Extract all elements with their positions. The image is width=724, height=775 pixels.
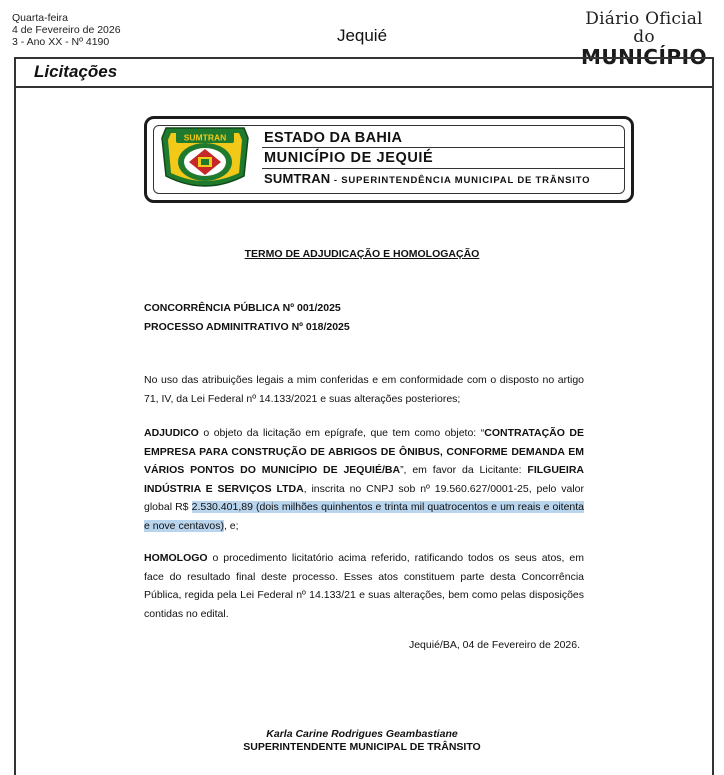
issue-date: 4 de Fevereiro de 2026	[12, 24, 121, 36]
contract-object: CONTRATAÇÃO DE EMPRESA PARA CONSTRUÇÃO DE ABRIGOS DE ÔNIBUS, CONFORME DEMANDA EM VÁRIOS PONTOS DO MUNICÍPIO DE JEQUIÉ/BA	[144, 427, 585, 476]
process-reference: PROCESSO ADMINITRATIVO Nº 018/2025	[144, 321, 350, 333]
gazette-logo-bottom: MUNICÍPIO	[580, 45, 708, 69]
winning-bidder: FILGUEIRA INDÚSTRIA E SERVIÇOS LTDA	[144, 464, 585, 495]
signer-role: SUPERINTENDENTE MUNICIPAL DE TRÂNSITO	[243, 741, 481, 753]
adjudication-text-1: o objeto da licitação em epígrafe, que tem como objeto: “	[198, 427, 485, 439]
homologation-paragraph	[144, 549, 584, 623]
org-divider-2	[262, 168, 624, 169]
adjudication-text-2: ”, em favor da Licitante:	[400, 464, 528, 476]
page-header	[0, 0, 724, 69]
org-state: ESTADO DA BAHIA	[264, 130, 403, 146]
homologation-text: o procedimento licitatório acima referido, ratificando todos os seus atos, em face do resultado final deste processo. Esses atos constituem parte desta Concorrência Pública, regida pela Lei Federal nº 14.133/21 e suas alterações, bem como pelas disposições contidas no edital.	[144, 552, 584, 620]
sumtran-badge-icon	[158, 122, 252, 196]
legal-basis-paragraph: No uso das atribuições legais a mim conferidas e em conformidade com o disposto no artigo 71, IV, da Lei Federal nº 14.133/2021 e suas alterações posteriores;	[144, 374, 584, 405]
org-divider-1	[262, 147, 624, 148]
section-divider	[14, 86, 714, 88]
adjudication-text-3: , inscrita no CNPJ sob nº 19.560.627/0001-25, pelo valor global R$	[144, 482, 584, 513]
org-agency	[264, 171, 590, 186]
badge-label: SUMTRAN	[183, 132, 227, 143]
org-agency-acronym: SUMTRAN	[264, 171, 331, 186]
issue-weekday: Quarta-feira	[12, 12, 69, 24]
homologo-keyword: HOMOLOGO	[144, 552, 208, 564]
document-title: TERMO DE ADJUDICAÇÃO E HOMOLOGAÇÃO	[244, 248, 480, 260]
highlighted-amount[interactable]: 2.530.401,89 (dois milhões quinhentos e trinta mil quatrocentos e um reais e oitenta e nove centavos)	[144, 501, 585, 532]
adjudication-text-4: , e;	[223, 519, 239, 532]
document-date: Jequié/BA, 04 de Fevereiro de 2026.	[408, 639, 580, 651]
tender-reference: CONCORRÊNCIA PÚBLICA Nº 001/2025	[144, 302, 341, 314]
gazette-logo-top: Diário Oficial do	[585, 9, 703, 47]
signer-name: Karla Carine Rodrigues Geambastiane	[266, 728, 458, 740]
section-title: Licitações	[34, 62, 118, 81]
org-agency-fullname: - SUPERINTENDÊNCIA MUNICIPAL DE TRÂNSITO	[330, 175, 591, 186]
adjudication-paragraph	[144, 424, 584, 535]
adjudico-keyword: ADJUDICO	[144, 427, 199, 439]
city-name: Jequié	[336, 26, 388, 45]
org-municipality: MUNICÍPIO DE JEQUIÉ	[264, 150, 434, 166]
issue-edition: 3 - Ano XX - Nº 4190	[12, 36, 110, 48]
